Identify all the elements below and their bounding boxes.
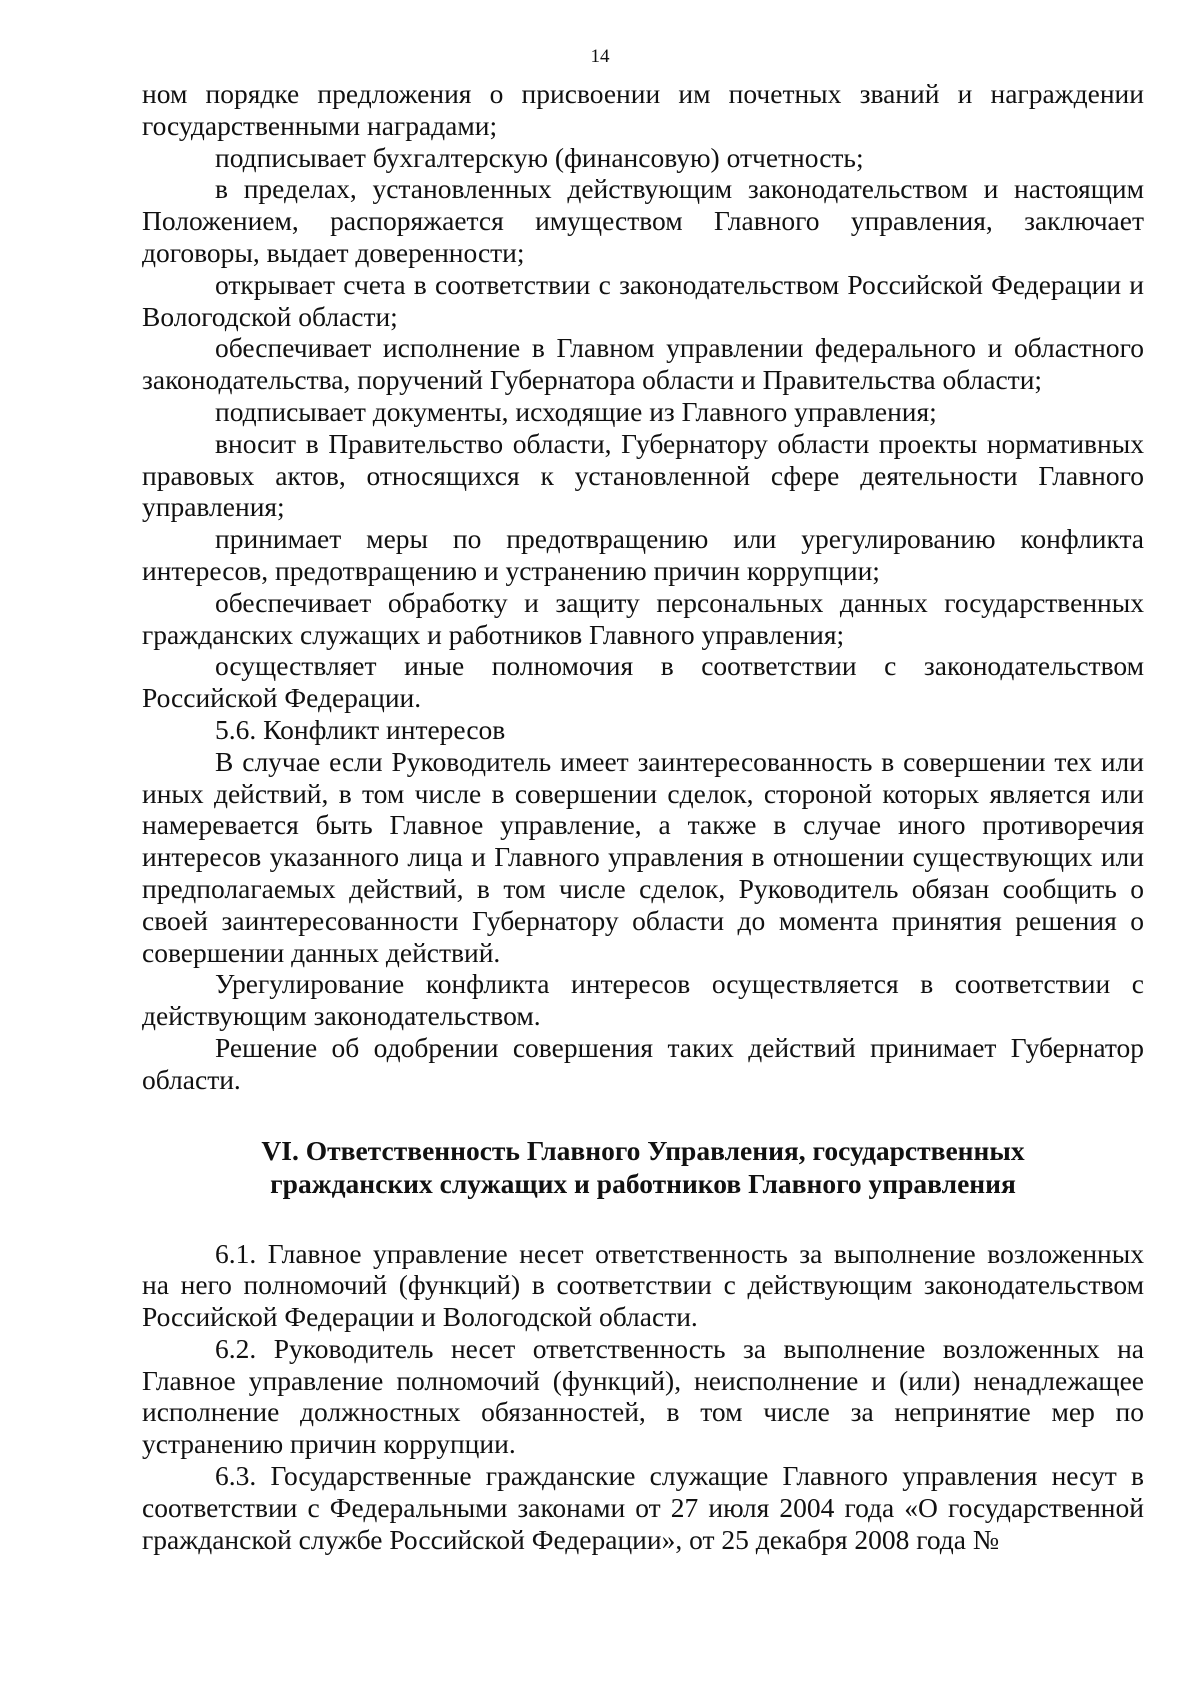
paragraph: 6.3. Государственные гражданские служащие Главного управления несут в соответствии с Федеральными законами от 27 июля 2004 года «О государственной гражданской службе Российской Федерации», от 25 декабря 2008 года № [142,1460,1144,1555]
paragraph: обеспечивает обработку и защиту персональных данных государственных гражданских служащих и работников Главного управления; [142,586,1144,650]
paragraph: в пределах, установленных действующим законодательством и настоящим Положением, распоряжается имуществом Главного управления, заключает договоры, выдает доверенности; [142,173,1144,268]
paragraph: подписывает бухгалтерскую (финансовую) отчетность; [215,141,864,173]
paragraph: открывает счета в соответствии с законодательством Российской Федерации и Вологодской области; [142,268,1144,332]
paragraph: обеспечивает исполнение в Главном управлении федерального и областного законодательства, поручений Губернатора области и Правительства области; [142,332,1144,396]
section-heading-line-2: гражданских служащих и работников Главного управления [270,1167,1016,1199]
paragraph-continuation: ном порядке предложения о присвоении им почетных званий и награждении государственными наградами; [142,78,1144,141]
paragraph: 6.1. Главное управление несет ответственность за выполнение возложенных на него полномочий (функций) в соответствии с действующим законодательством Российской Федерации и Вологодской области. [142,1237,1144,1333]
paragraph: 6.2. Руководитель несет ответственность за выполнение возложенных на Главное управление полномочий (функций), неисполнение и (или) ненадлежащее исполнение должностных обязанностей, в том числе за непринятие мер по устранению причин коррупции. [142,1332,1144,1460]
paragraph: подписывает документы, исходящие из Главного управления; [215,395,937,427]
page-number: 14 [590,46,610,67]
section-heading-line-1: VI. Ответственность Главного Управления, государственных [261,1134,1025,1166]
paragraph: Урегулирование конфликта интересов осуществляется в соответствии с действующим законодательством. [142,968,1144,1032]
paragraph: осуществляет иные полномочия в соответствии с законодательством Российской Федерации. [142,650,1144,714]
paragraph: вносит в Правительство области, Губернатору области проекты нормативных правовых актов, относящихся к установленной сфере деятельности Главного управления; [142,427,1144,523]
document-body [142,78,1144,1555]
section-heading [142,1134,1144,1200]
paragraph: Решение об одобрении совершения таких действий принимает Губернатор области. [142,1031,1144,1095]
paragraph: принимает меры по предотвращению или урегулированию конфликта интересов, предотвращению и устранению причин коррупции; [142,523,1144,586]
paragraph: В случае если Руководитель имеет заинтересованность в совершении тех или иных действий, в том числе в совершении сделок, стороной которых является или намеревается быть Главное управление, а также в случае иного противоречия интересов указанного лица и Главного управления в отношении существующих или предполагаемых действий, в том числе сделок, Руководитель обязан сообщить о своей заинтересованности Губернатору области до момента принятия решения о совершении данных действий. [142,745,1144,968]
subsection-title: 5.6. Конфликт интересов [215,713,506,745]
